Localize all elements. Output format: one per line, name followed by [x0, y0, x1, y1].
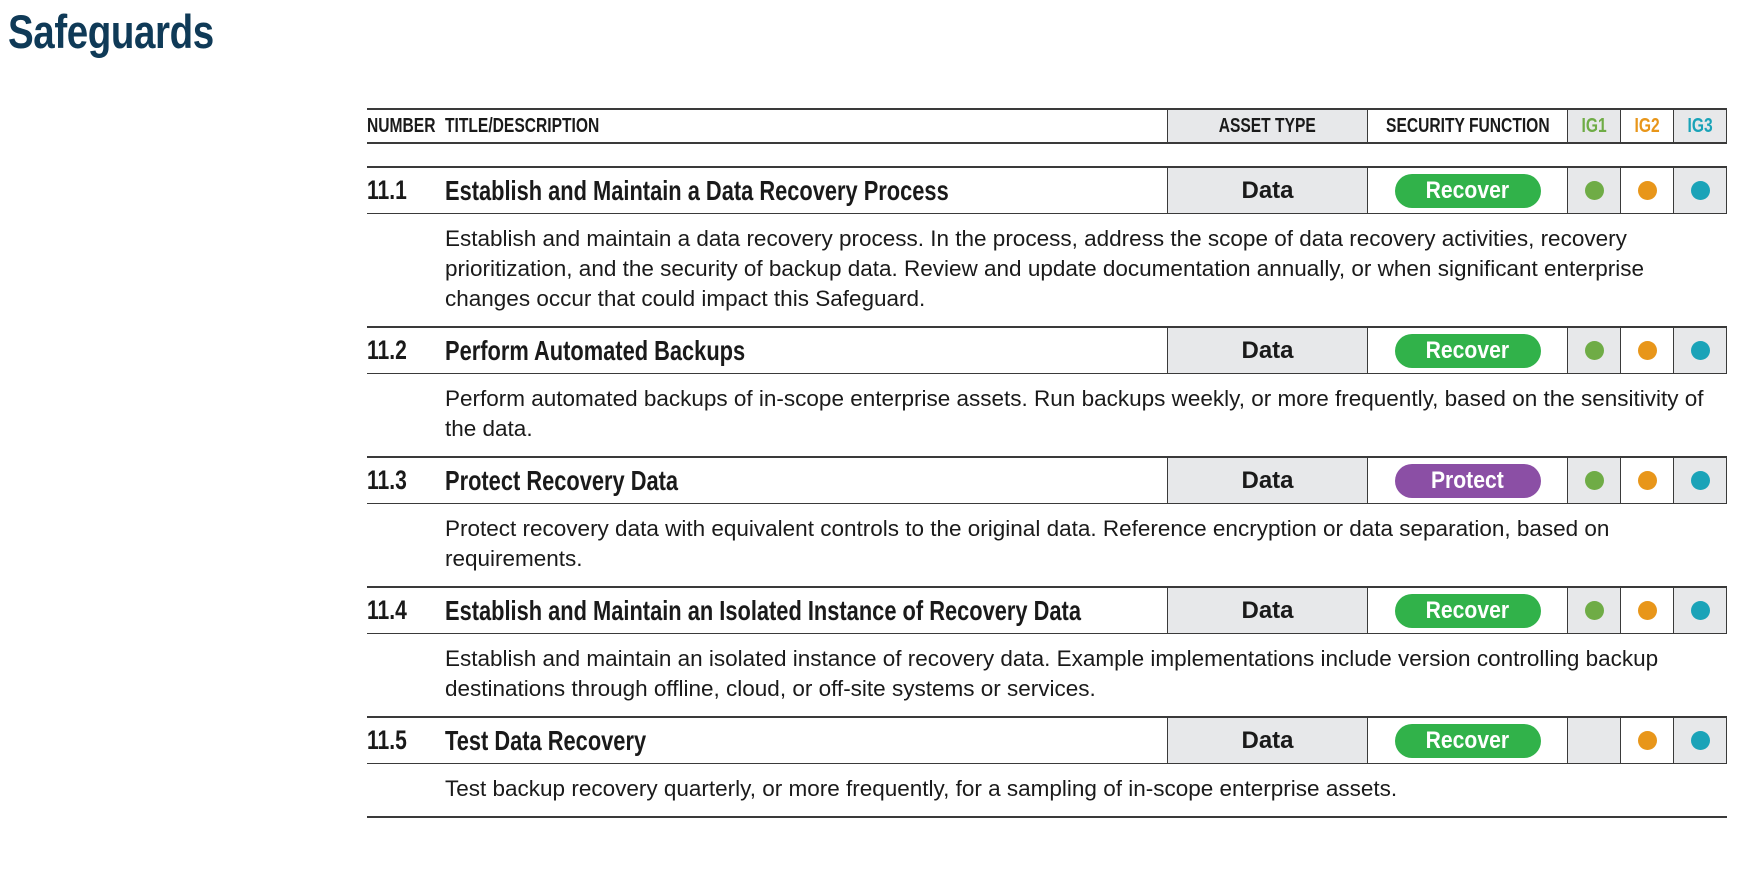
ig1-cell	[1567, 328, 1620, 373]
asset-type-cell	[1167, 168, 1367, 213]
security-function-cell	[1367, 718, 1567, 763]
security-function-cell	[1367, 588, 1567, 633]
ig1-dot-icon	[1585, 181, 1604, 200]
header-security-function: SECURITY FUNCTION	[1385, 114, 1550, 137]
ig3-dot-icon	[1691, 341, 1710, 360]
header-number: NUMBER	[367, 114, 436, 137]
safeguard-title: Perform Automated Backups	[445, 334, 746, 366]
asset-type-cell	[1167, 588, 1367, 633]
safeguard-description: Test backup recovery quarterly, or more frequently, for a sampling of in-scope enterprise assets.	[445, 776, 1398, 801]
safeguard-description: Protect recovery data with equivalent controls to the original data. Reference encryption or data separation, based on requirements.	[445, 516, 1610, 571]
ig1-cell	[1567, 458, 1620, 503]
table-header	[367, 108, 1727, 144]
asset-type-value: Data	[1241, 336, 1294, 364]
header-security-function-cell	[1367, 110, 1567, 142]
security-function-badge: Recover	[1395, 174, 1541, 208]
ig1-dot-icon	[1585, 601, 1604, 620]
ig2-dot-icon	[1638, 181, 1657, 200]
safeguard-row	[367, 166, 1727, 326]
ig2-cell	[1620, 328, 1673, 373]
page-title: Safeguards	[8, 5, 214, 58]
ig2-dot-icon	[1638, 601, 1657, 620]
ig3-dot-icon	[1691, 601, 1710, 620]
asset-type-value: Data	[1241, 596, 1294, 624]
security-function-cell	[1367, 168, 1567, 213]
header-ig1-cell	[1567, 110, 1620, 142]
safeguard-number-cell	[367, 168, 445, 213]
safeguard-number-cell	[367, 718, 445, 763]
ig2-cell	[1620, 588, 1673, 633]
safeguard-description: Perform automated backups of in-scope enterprise assets. Run backups weekly, or more frequently, based on the sensitivity of the data.	[445, 386, 1704, 441]
safeguard-title-cell	[445, 718, 1165, 763]
ig3-cell	[1673, 328, 1727, 373]
safeguard-number-cell	[367, 328, 445, 373]
safeguard-row	[367, 326, 1727, 456]
ig3-cell	[1673, 458, 1727, 503]
security-function-cell	[1367, 458, 1567, 503]
safeguard-title: Test Data Recovery	[445, 724, 647, 756]
header-ig2-cell	[1620, 110, 1673, 142]
header-asset-type-cell	[1167, 110, 1367, 142]
ig3-dot-icon	[1691, 731, 1710, 750]
ig2-cell	[1620, 718, 1673, 763]
ig2-dot-icon	[1638, 731, 1657, 750]
safeguard-number: 11.3	[367, 465, 407, 495]
safeguard-header	[367, 328, 1727, 374]
security-function-badge: Recover	[1395, 724, 1541, 758]
header-title: TITLE/DESCRIPTION	[445, 114, 600, 137]
ig2-dot-icon	[1638, 471, 1657, 490]
header-ig2: IG2	[1634, 114, 1660, 137]
safeguards-table	[367, 108, 1727, 818]
ig2-dot-icon	[1638, 341, 1657, 360]
ig2-cell	[1620, 168, 1673, 213]
asset-type-cell	[1167, 328, 1367, 373]
safeguard-description: Establish and maintain an isolated instance of recovery data. Example implementations include version controlling backup destinations through offline, cloud, or off-site systems or services.	[445, 646, 1659, 701]
safeguard-row	[367, 586, 1727, 716]
safeguard-title-cell	[445, 588, 1165, 633]
ig1-cell	[1567, 588, 1620, 633]
safeguard-title-cell	[445, 458, 1165, 503]
header-ig1: IG1	[1581, 114, 1607, 137]
ig1-cell	[1567, 718, 1620, 763]
asset-type-value: Data	[1241, 176, 1294, 204]
ig3-cell	[1673, 588, 1727, 633]
safeguard-description: Establish and maintain a data recovery process. In the process, address the scope of data recovery activities, recovery prioritization, and the security of backup data. Review and update documentation annually, or when significant enterprise changes occur that could impact this Safeguard.	[445, 226, 1645, 311]
safeguard-title-cell	[445, 328, 1165, 373]
asset-type-cell	[1167, 718, 1367, 763]
header-title-cell	[445, 110, 1245, 142]
safeguard-title-cell	[445, 168, 1165, 213]
safeguard-header	[367, 458, 1727, 504]
header-number-cell	[367, 110, 445, 142]
header-ig3-cell	[1673, 110, 1727, 142]
header-spacer	[367, 144, 1727, 166]
ig1-dot-icon	[1585, 471, 1604, 490]
safeguard-header	[367, 718, 1727, 764]
asset-type-cell	[1167, 458, 1367, 503]
safeguard-title: Establish and Maintain an Isolated Instance of Recovery Data	[445, 594, 1081, 626]
ig1-dot-icon	[1585, 341, 1604, 360]
safeguard-row	[367, 716, 1727, 816]
safeguard-title: Protect Recovery Data	[445, 464, 679, 496]
safeguard-number: 11.4	[367, 595, 407, 625]
safeguard-number: 11.1	[367, 175, 407, 205]
ig3-cell	[1673, 718, 1727, 763]
ig2-cell	[1620, 458, 1673, 503]
safeguard-number-cell	[367, 588, 445, 633]
safeguard-number: 11.5	[367, 725, 407, 755]
safeguard-number: 11.2	[367, 335, 407, 365]
header-ig3: IG3	[1687, 114, 1713, 137]
safeguard-header	[367, 588, 1727, 634]
ig3-dot-icon	[1691, 181, 1710, 200]
security-function-badge: Recover	[1395, 334, 1541, 368]
table-bottom-rule	[367, 816, 1727, 818]
asset-type-value: Data	[1241, 726, 1294, 754]
safeguard-header	[367, 168, 1727, 214]
safeguard-row	[367, 456, 1727, 586]
ig1-cell	[1567, 168, 1620, 213]
security-function-badge: Protect	[1395, 464, 1541, 498]
ig3-dot-icon	[1691, 471, 1710, 490]
safeguard-title: Establish and Maintain a Data Recovery Process	[445, 174, 949, 206]
safeguard-number-cell	[367, 458, 445, 503]
header-asset-type: ASSET TYPE	[1218, 114, 1317, 137]
ig3-cell	[1673, 168, 1727, 213]
safeguard-list	[367, 166, 1727, 816]
security-function-badge: Recover	[1395, 594, 1541, 628]
asset-type-value: Data	[1241, 466, 1294, 494]
security-function-cell	[1367, 328, 1567, 373]
